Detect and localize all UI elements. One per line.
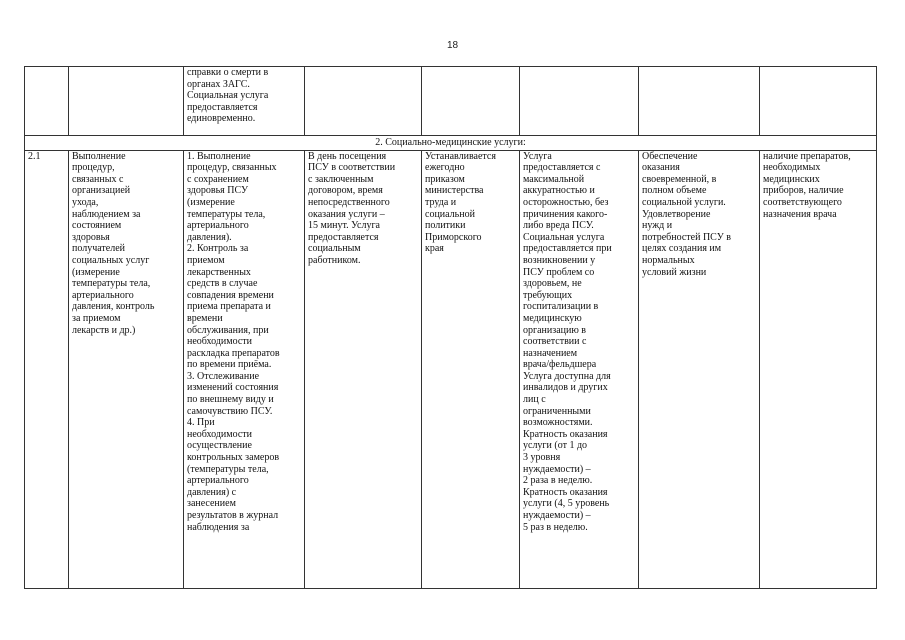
service-name-cell	[69, 150, 184, 588]
service-timing-cell	[305, 150, 422, 588]
row-number-cell	[25, 150, 69, 588]
cont-cell-results	[760, 67, 877, 136]
cont-cell-description	[184, 67, 305, 136]
section-heading: 2. Социально-медицинские услуги:	[25, 136, 877, 151]
service-name: Выполнение процедур, связанных с организацией ухода, наблюдением за состоянием здоровья получателей социальных услуг (измерение температуры тела, артериального давления, контроль за приемом лекарств и др.)	[72, 150, 155, 336]
cont-cell-conditions	[520, 67, 639, 136]
services-table	[24, 66, 877, 589]
service-description: 1. Выполнение процедур, связанных с сохранением здоровья ПСУ (измерение температуры тела, артериального давления). 2. Контроль за приемом лекарственных средств в случае совпадения времени приема препарата и времени обслуживания, при необходимости раскладка препаратов по времени приёма. 3. Отслеживание изменений состояния по внешнему виду и самочувствию ПСУ. 4. При необходимости осуществление контрольных замеров (температуры тела, артериального давления) с занесением результатов в журнал наблюдения за	[187, 150, 280, 533]
service-price-cell	[422, 150, 520, 588]
service-conditions-cell	[520, 150, 639, 588]
continuation-row	[25, 67, 877, 136]
service-quality: Обеспечение оказания своевременной, в полном объеме социальной услуги. Удовлетворение нужд и потребностей ПСУ в целях создания им нормальных условий жизни	[642, 150, 731, 278]
cont-cell-price	[422, 67, 520, 136]
service-price: Устанавливается ежегодно приказом министерства труда и социальной политики Приморского края	[425, 150, 496, 255]
cont-description-text: справки о смерти в органах ЗАГС. Социальная услуга предоставляется единовременно.	[187, 67, 269, 125]
service-description-cell	[184, 150, 305, 588]
service-conditions: Услуга предоставляется с максимальной аккуратностью и осторожностью, без причинения какого- либо вреда ПСУ. Социальная услуга предоставляется при возникновении у ПСУ проблем со здоровьем, не требующих госпитализации в медицинскую организацию в соответствии с назначением врача/фельдшера Услуга доступна для инвалидов и других лиц с ограниченными возможностями. Кратность оказания услуги (от 1 до 3 уровня нуждаемости) – 2 раза в неделю. Кратность оказания услуги (4, 5 уровень нуждаемости) – 5 раз в неделю.	[523, 150, 612, 533]
service-quality-cell	[639, 150, 760, 588]
service-row-2-1	[25, 150, 877, 588]
service-results: наличие препаратов, необходимых медицинских приборов, наличие соответствующего назначения врача	[763, 150, 851, 220]
cont-cell-service	[69, 67, 184, 136]
cont-cell-quality	[639, 67, 760, 136]
cont-cell-num	[25, 67, 69, 136]
page-number: 18	[446, 40, 459, 51]
service-timing: В день посещения ПСУ в соответствии с заключенным договором, время непосредственного оказания услуги – 15 минут. Услуга предоставляется социальным работником.	[308, 150, 396, 266]
row-number: 2.1	[28, 150, 41, 162]
cont-cell-timing	[305, 67, 422, 136]
service-results-cell	[760, 150, 877, 588]
section-row	[25, 136, 877, 151]
